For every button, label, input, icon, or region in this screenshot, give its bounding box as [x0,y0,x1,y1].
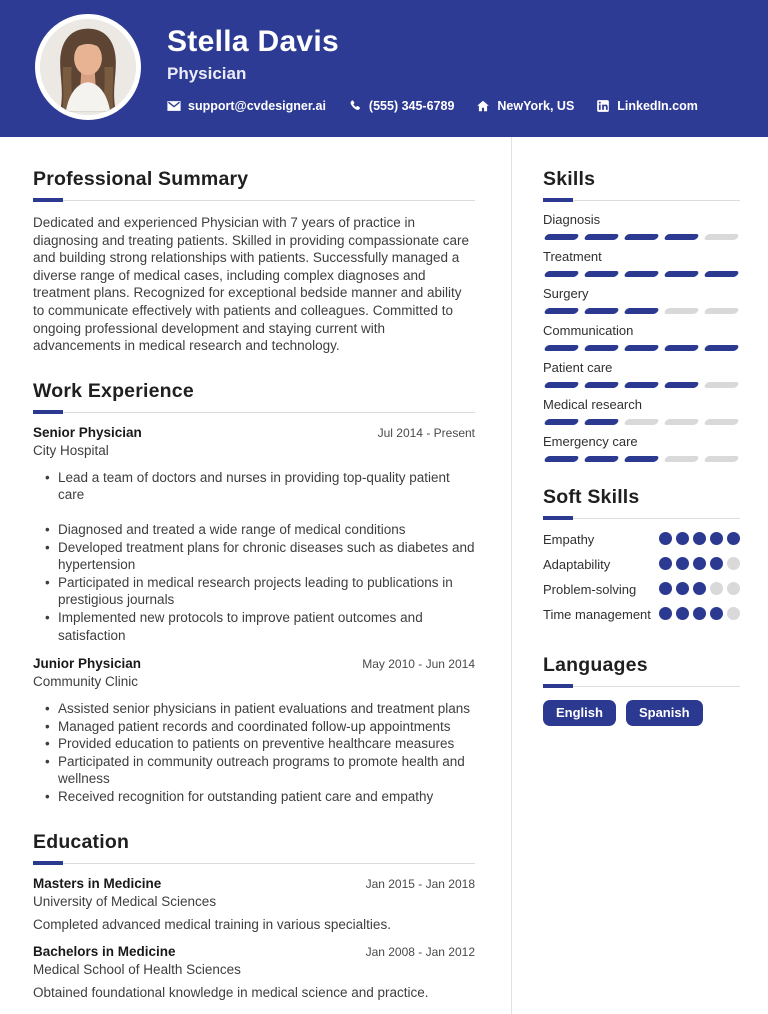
skill-bar-segment [703,234,739,240]
job-bullet: • Implemented new protocols to improve patient outcomes and satisfaction [58,609,475,644]
education-dates: Jan 2015 - Jan 2018 [365,876,475,891]
section-experience [33,380,475,806]
soft-skill-dot [710,607,723,620]
education-heading: Education [33,830,130,853]
soft-skill-dot [676,532,689,545]
soft-skill-dots [659,531,740,548]
summary-text: Dedicated and experienced Physician with 7 years of practice in diagnosing and treating patients. Skilled in providing compassionate care and building strong relationships with patients. Successfully managed a diverse range of medical cases, including complex diagnoses and treatment plans. Recognized for exceptional bedside manner and ability to communicate effectively with patients and colleagues. Committed to ongoing professional development and staying current with advancements in medical research and technology. [33,215,470,354]
soft-skill-dot [693,557,706,570]
languages-heading: Languages [543,654,648,676]
soft-skill-dot [659,607,672,620]
skill-row [543,323,740,351]
soft-skill-dot [727,607,740,620]
contact-linkedin[interactable] [596,99,698,113]
contact-text: LinkedIn.com [617,98,698,113]
skill-bar-segment [543,419,579,425]
soft-skill-dot [727,582,740,595]
job-bullet: • Participated in community outreach programs to promote health and wellness [58,753,475,788]
skill-row [543,397,740,425]
section-rule [33,412,475,413]
soft-skill-dot [676,582,689,595]
skill-bar-segment [663,308,699,314]
job-bullet: • Diagnosed and treated a wide range of medical conditions [58,521,475,539]
skill-label: Surgery [543,286,589,301]
linkedin-icon [596,99,610,113]
soft-skills-list [543,531,740,623]
soft-skill-dots [659,606,740,623]
skill-level-bar [543,234,740,240]
skill-row [543,286,740,314]
section-summary [33,168,475,355]
skills-heading: Skills [543,168,596,190]
skill-bar-segment [543,345,579,351]
skill-bar-segment [663,271,699,277]
skill-bar-segment [703,271,739,277]
skill-level-bar [543,271,740,277]
soft-skill-dot [693,582,706,595]
skill-bar-segment [623,419,659,425]
soft-skill-dot [676,557,689,570]
soft-skill-dot [659,532,672,545]
job-title: Junior Physician [33,656,142,672]
skill-bar-segment [663,419,699,425]
soft-skills-heading: Soft Skills [543,486,640,508]
soft-skill-dot [693,532,706,545]
job-bullet-list [33,469,475,644]
skill-bar-segment [623,271,659,277]
education-description: Completed advanced medical training in various specialties. [33,916,391,932]
soft-skill-dots [659,581,740,598]
job-title: Senior Physician [33,424,142,440]
school-name: Medical School of Health Sciences [33,961,241,977]
soft-skill-dots [659,556,740,573]
soft-skill-label: Empathy [543,532,595,547]
skill-bar-segment [703,382,739,388]
skill-bar-segment [583,308,619,314]
skill-label: Medical research [543,397,642,412]
skill-bar-segment [623,456,659,462]
job-bullet: • Assisted senior physicians in patient evaluations and treatment plans [58,700,475,718]
summary-heading: Professional Summary [33,168,249,190]
skill-bar-segment [583,419,619,425]
job-bullet: • Provided education to patients on preventive healthcare measures [58,735,475,753]
skill-label: Emergency care [543,434,638,449]
contact-location[interactable] [476,99,574,113]
education-dates: Jan 2008 - Jan 2012 [365,944,475,959]
contact-text: support@cvdesigner.ai [188,98,326,113]
skill-bar-segment [703,308,739,314]
soft-skill-row [543,581,740,598]
section-soft-skills [543,486,740,623]
contact-list [167,99,698,113]
soft-skill-label: Adaptability [543,557,611,572]
skill-bar-segment [583,382,619,388]
skill-bar-segment [543,271,579,277]
job-entry [33,425,475,644]
soft-skill-dot [710,557,723,570]
job-company: City Hospital [33,442,109,458]
job-dates: May 2010 - Jun 2014 [362,657,475,672]
soft-skill-dot [676,607,689,620]
skill-level-bar [543,456,740,462]
soft-skill-dot [710,532,723,545]
skill-bar-segment [623,234,659,240]
header-info [167,25,698,113]
skill-bar-segment [583,456,619,462]
language-tag-list [543,700,740,726]
soft-skill-dot [659,557,672,570]
skill-bar-segment [543,382,579,388]
job-bullet: • Participated in medical research projects leading to publications in prestigious journals [58,574,475,609]
main-column [0,137,512,1014]
education-entry [33,944,475,1000]
job-entry [33,656,475,806]
education-list [33,876,475,1000]
soft-skill-dot [710,582,723,595]
skill-bar-segment [663,345,699,351]
skills-list [543,212,740,462]
skill-bar-segment [703,419,739,425]
experience-heading: Work Experience [33,379,194,402]
skill-bar-segment [623,345,659,351]
skill-bar-segment [583,234,619,240]
school-name: University of Medical Sciences [33,893,217,909]
skill-row [543,434,740,462]
sidebar-column [512,137,768,1014]
job-bullet: • Developed treatment plans for chronic diseases such as diabetes and hypertension [58,539,475,574]
skill-bar-segment [623,382,659,388]
skill-bar-segment [663,456,699,462]
job-bullet-list [33,700,475,806]
soft-skill-row [543,556,740,573]
section-education [33,831,475,1000]
skill-level-bar [543,345,740,351]
soft-skill-dot [693,607,706,620]
section-skills [543,168,740,462]
content-columns [0,137,768,1014]
avatar [35,14,141,120]
section-rule [33,200,475,201]
skill-bar-segment [663,234,699,240]
header [0,0,768,137]
skill-bar-segment [703,456,739,462]
job-company: Community Clinic [33,674,139,690]
education-description: Obtained foundational knowledge in medical science and practice. [33,984,429,1000]
skill-row [543,360,740,388]
soft-skill-row [543,531,740,548]
phone-icon [348,99,362,113]
candidate-name: Stella Davis [167,24,340,58]
language-tag: English [543,700,616,726]
soft-skill-dot [727,557,740,570]
skill-level-bar [543,308,740,314]
section-rule [543,200,740,201]
skill-bar-segment [583,345,619,351]
skill-level-bar [543,419,740,425]
contact-phone[interactable] [348,99,454,113]
skill-bar-segment [663,382,699,388]
home-icon [476,99,490,113]
soft-skill-row [543,606,740,623]
skill-label: Treatment [543,249,602,264]
skill-label: Diagnosis [543,212,601,227]
job-bullet: • Lead a team of doctors and nurses in providing top-quality patient care [58,469,475,504]
avatar-portrait-illustration [40,19,136,115]
skill-label: Patient care [543,360,613,375]
language-tag: Spanish [626,700,703,726]
skill-level-bar [543,382,740,388]
degree-title: Masters in Medicine [33,875,162,891]
skill-bar-segment [543,456,579,462]
soft-skill-label: Time management [543,607,651,622]
skill-row [543,249,740,277]
section-languages [543,654,740,726]
section-rule [33,863,475,864]
skill-bar-segment [543,308,579,314]
contact-text: (555) 345-6789 [368,98,455,113]
education-entry [33,876,475,932]
skill-bar-segment [543,234,579,240]
section-rule [543,518,740,519]
skill-row [543,212,740,240]
soft-skill-label: Problem-solving [543,582,637,597]
job-bullet: • Received recognition for outstanding patient care and empathy [58,788,475,806]
job-bullet: • Managed patient records and coordinated follow-up appointments [58,718,475,736]
skill-bar-segment [583,271,619,277]
skill-bar-segment [623,308,659,314]
section-rule [543,686,740,687]
contact-email[interactable] [167,99,326,113]
contact-text: NewYork, US [497,98,575,113]
skill-label: Communication [543,323,634,338]
skill-bar-segment [703,345,739,351]
job-dates: Jul 2014 - Present [377,425,475,440]
job-list [33,425,475,806]
soft-skill-dot [727,532,740,545]
degree-title: Bachelors in Medicine [33,943,176,959]
soft-skill-dot [659,582,672,595]
email-icon [167,99,181,113]
candidate-title: Physician [167,63,247,83]
